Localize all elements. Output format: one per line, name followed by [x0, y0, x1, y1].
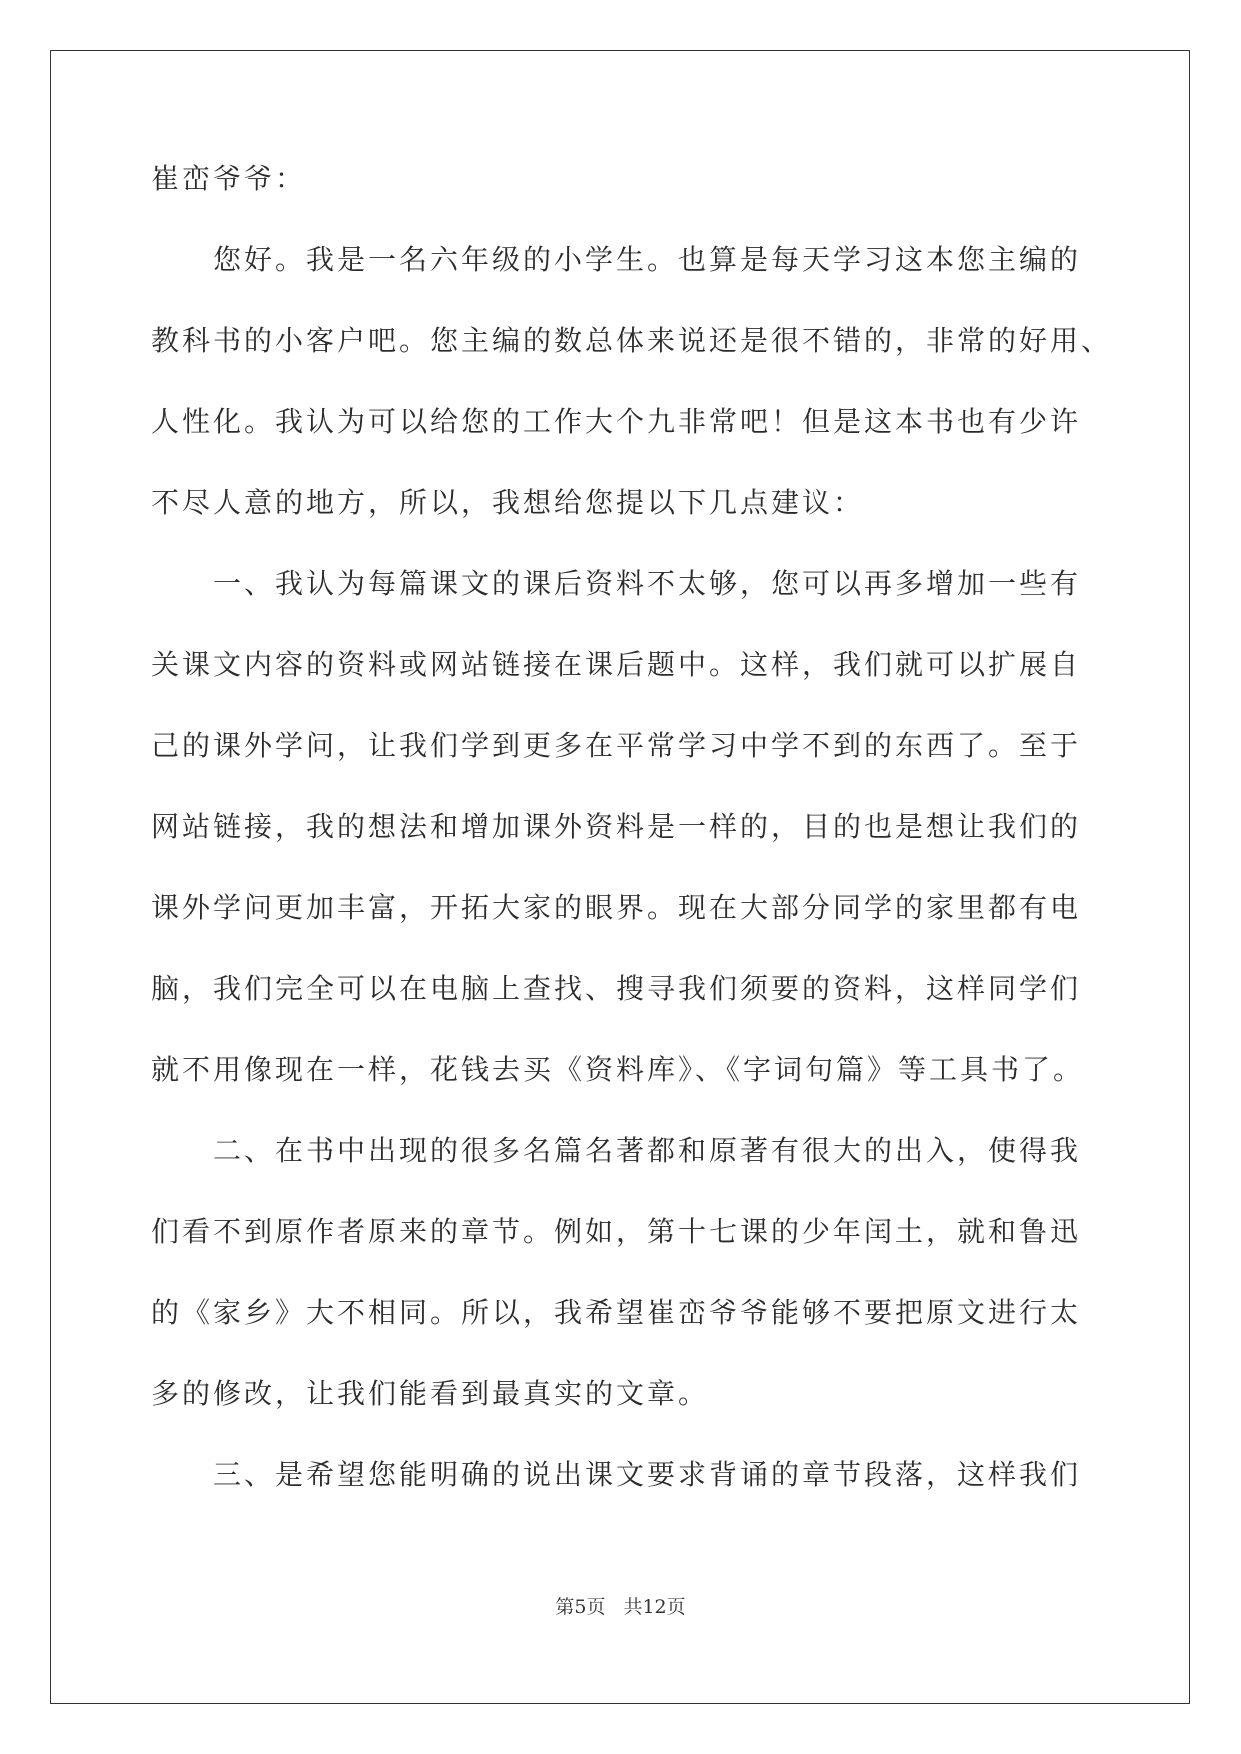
paragraph-line: 网站链接，我的想法和增加课外资料是一样的，目的也是想让我们的 [151, 810, 1082, 843]
paragraph-line: 多的修改，让我们能看到最真实的文章。 [151, 1377, 710, 1410]
paragraph-line: 们看不到原作者原来的章节。例如，第十七课的少年闰土，就和鲁迅 [151, 1215, 1082, 1248]
paragraph-line: 课外学问更加丰富，开拓大家的眼界。现在大部分同学的家里都有电 [151, 891, 1082, 924]
total-pages: 共12页 [623, 1596, 686, 1618]
paragraph-line: 教科书的小客户吧。您主编的数总体来说还是很不错的，非常的好用、 [151, 324, 1113, 357]
paragraph-line: 您好。我是一名六年级的小学生。也算是每天学习这本您主编的 [213, 243, 1082, 276]
paragraph-line: 就不用像现在一样，花钱去买《资料库》、《字词句篇》等工具书了。 [151, 1053, 1085, 1086]
letter-body [151, 162, 1113, 1542]
paragraph-line: 人性化。我认为可以给您的工作大个九非常吧！但是这本书也有少许 [151, 405, 1082, 438]
paragraph-line: 关课文内容的资料或网站链接在课后题中。这样，我们就可以扩展自 [151, 648, 1082, 681]
paragraph-line: 三、是希望您能明确的说出课文要求背诵的章节段落，这样我们 [213, 1458, 1082, 1491]
salutation: 崔峦爷爷： [151, 162, 307, 195]
current-page-number: 第5页 [555, 1596, 606, 1618]
paragraph-line: 不尽人意的地方，所以，我想给您提以下几点建议： [151, 486, 865, 519]
paragraph-line: 己的课外学问，让我们学到更多在平常学习中学不到的东西了。至于 [151, 729, 1082, 762]
page-footer [0, 1592, 1241, 1619]
paragraph-line: 一、我认为每篇课文的课后资料不太够，您可以再多增加一些有 [213, 567, 1082, 600]
paragraph-line: 脑，我们完全可以在电脑上查找、搜寻我们须要的资料，这样同学们 [151, 972, 1082, 1005]
paragraph-line: 的《家乡》大不相同。所以，我希望崔峦爷爷能够不要把原文进行太 [151, 1296, 1082, 1329]
paragraph-line: 二、在书中出现的很多名篇名著都和原著有很大的出入，使得我 [213, 1134, 1082, 1167]
